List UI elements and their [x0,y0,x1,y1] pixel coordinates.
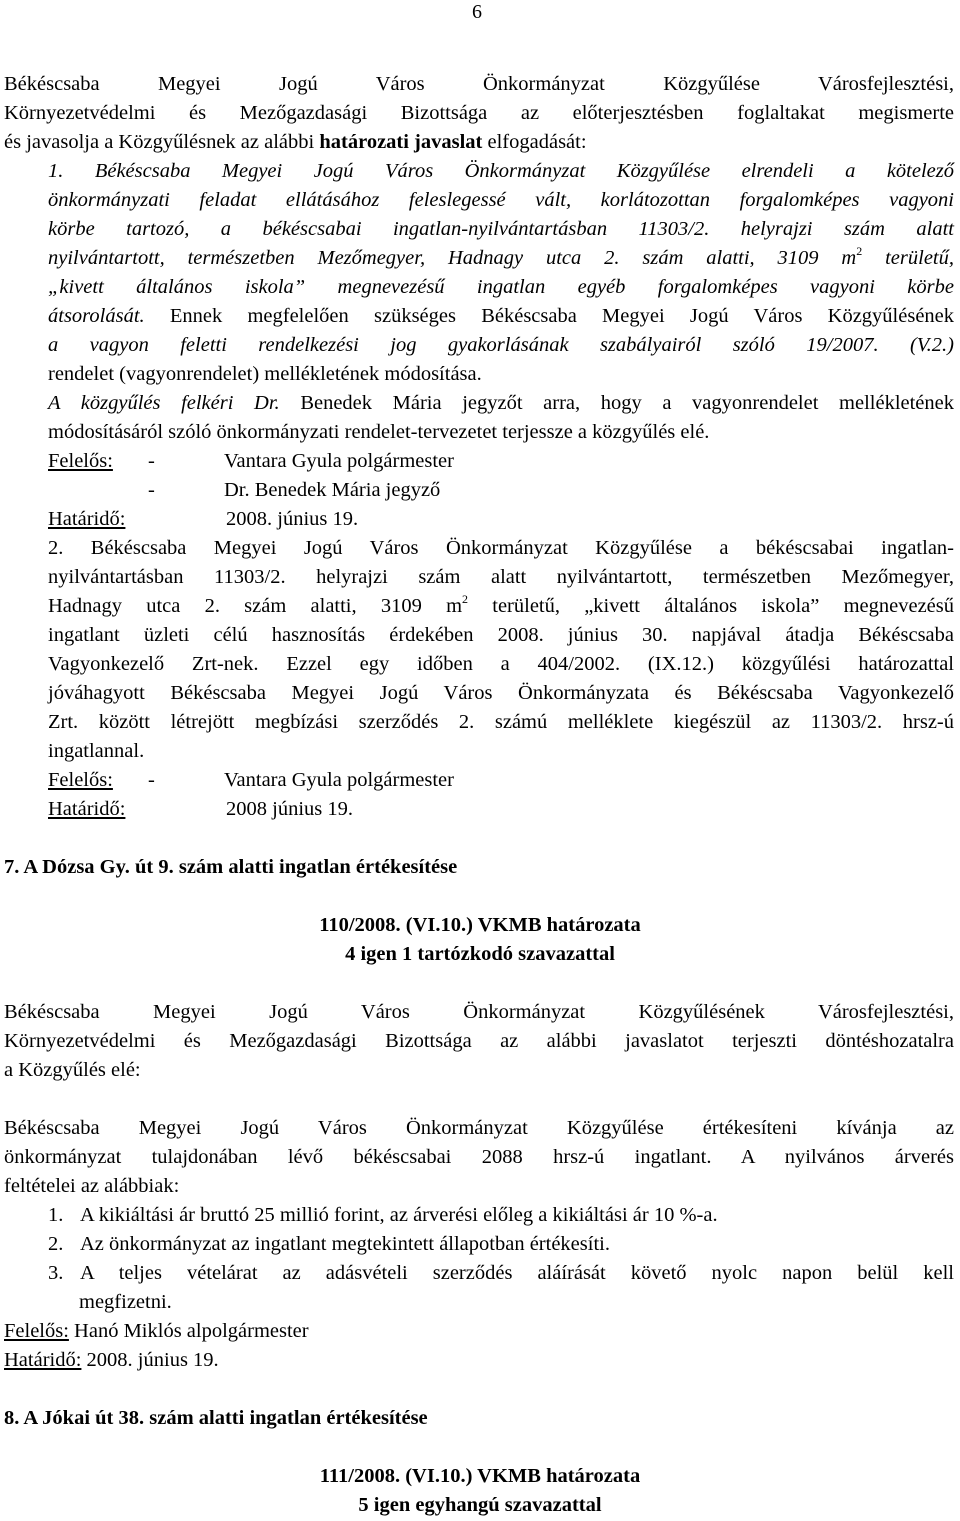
responsible-label: Felelős: [48,769,113,791]
section7-para1-line-1: Békéscsaba Megyei Jogú Város Önkormányzat Közgyűlésének Városfejlesztési, [4,1001,954,1023]
intro-line-3 [4,132,954,153]
item1-line-6-a: átsorolását. [48,305,145,327]
item1-line-9-b: Benedek Mária jegyzőt arra, hogy a vagyonrendelet mellékletének [300,392,955,414]
item1-line-8: rendelet (vagyonrendelet) mellékletének módosítása. [48,363,482,385]
section8-title-b: szám alatti ingatlan értékesítése [149,1407,428,1429]
responsible-name-2: Dr. Benedek Mária jegyző [224,479,441,501]
condition-number: 2. [48,1233,64,1255]
section7-para2-line-1: Békéscsaba Megyei Jogú Város Önkormányzat Közgyűlése értékesíteni kívánja az [4,1117,954,1139]
deadline-label: Határidő: [4,1349,82,1371]
item2-line-1: 2. Békéscsaba Megyei Jogú Város Önkormányzat Közgyűlése a békéscsabai ingatlan- [48,537,954,559]
section7-para2-line-2: önkormányzat tulajdonában lévő békéscsabai 2088 hrsz-ú ingatlant. A nyilvános árverés [4,1146,954,1168]
section8-title-a: 8. A Jókai út 38. [4,1407,145,1429]
condition-3 [48,1263,954,1284]
section7-resolution: 110/2008. (VI.10.) VKMB határozata [319,914,641,936]
section7-para1-line-3: a Közgyűlés elé: [4,1059,141,1081]
section7-vote: 4 igen 1 tartózkodó szavazattal [345,943,615,965]
item2-responsible [48,770,954,791]
item1-line-9-a: A közgyűlés felkéri Dr. [48,392,280,414]
responsible-label: Felelős: [48,450,113,472]
deadline-date: 2008. június 19. [86,1349,219,1371]
dash: - [148,769,155,791]
dash: - [148,450,155,472]
item2-line-8: ingatlannal. [48,740,145,762]
item1-line-6-b: Ennek megfelelően szükséges Békéscsaba Megyei Jogú Város Közgyűlésének [169,305,955,327]
section8-vote: 5 igen egyhangú szavazattal [358,1494,602,1516]
responsible-name: Vantara Gyula polgármester [224,450,454,472]
condition-text: Az önkormányzat az ingatlant megtekintett állapotban értékesíti. [80,1233,610,1255]
item2-line-3-end: területű, „kivett általános iskola” megnevezésű [492,595,954,617]
deadline-date: 2008 június 19. [226,798,353,820]
item1-line-7: a vagyon feletti rendelkezési jog gyakorlásának szabályairól szóló 19/2007. (V.2.) [48,334,954,356]
deadline-label: Határidő: [48,508,126,530]
section7-title [4,857,954,878]
deadline-label: Határidő: [48,798,126,820]
item1-line-4-end: területű, [885,247,954,269]
intro-line-2: Környezetvédelmi és Mezőgazdasági Bizottsága az előterjesztésben foglaltakat megismerte [4,102,954,124]
item1-deadline [48,509,954,530]
item2-deadline [48,799,954,820]
responsible-name: Hanó Miklós alpolgármester [74,1320,309,1342]
item1-responsible [48,451,954,472]
item2-line-7: Zrt. között létrejött megbízási szerződés 2. számú melléklete kiegészül az 11303/2. hrsz-ú [48,711,954,733]
condition-text: A kikiáltási ár bruttó 25 millió forint, az árverési előleg a kikiáltási ár 10 %-a. [80,1204,718,1226]
item1-line-5: „kivett általános iskola” megnevezésű ingatlan egyéb forgalomképes vagyoni körbe [48,276,954,298]
item1-line-10: módosításáról szóló önkormányzati rendelet-tervezetet terjessze a közgyűlés elé. [48,421,710,443]
intro-end: elfogadását: [487,131,587,153]
section7-responsible [4,1321,954,1342]
condition-text: A teljes vételárat az adásvételi szerződés aláírását követő nyolc napon belül kell [80,1262,954,1284]
responsible-name: Vantara Gyula polgármester [224,769,454,791]
section8-title [4,1408,954,1429]
item1-line-3: körbe tartozó, a békéscsabai ingatlan-nyilvántartásban 11303/2. helyrajzi szám alatt [48,218,954,240]
item2-line-3-text: Hadnagy utca 2. szám alatti, 3109 m [48,595,463,617]
item2-line-5: Vagyonkezelő Zrt-nek. Ezzel egy időben a 404/2002. (IX.12.) közgyűlési határozattal [48,653,954,675]
section7-deadline [4,1350,954,1371]
intro-line-1: Békéscsaba Megyei Jogú Város Önkormányzat Közgyűlése Városfejlesztési, [4,73,954,95]
item2-line-4: ingatlant üzleti célú hasznosítás érdekében 2008. június 30. napjával átadja Békéscsaba [48,624,954,646]
item1-line-4-text: nyilvántartott, természetben Mezőmegyer, Hadnagy utca 2. szám alatti, 3109 m [48,247,857,269]
section7-para1-line-2: Környezetvédelmi és Mezőgazdasági Bizottsága az alábbi javaslatot terjeszti döntéshozatalra [4,1030,954,1052]
section7-title-b: szám alatti ingatlan értékesítése [178,856,458,878]
superscript: 2 [462,592,469,606]
deadline-date: 2008. június 19. [226,508,359,530]
section8-resolution: 111/2008. (VI.10.) VKMB határozata [319,1465,641,1487]
item2-line-6: jóváhagyott Békéscsaba Megyei Jogú Város Önkormányzata és Békéscsaba Vagyonkezelő [48,682,954,704]
item1-line-4 [48,244,954,269]
item2-line-3 [48,592,954,617]
condition-3-cont: megfizetni. [79,1291,172,1313]
item1-line-9 [48,393,954,414]
item1-line-6 [48,306,954,327]
section7-title-a: 7. A Dózsa Gy. út 9. [4,856,174,878]
section7-para2-line-3: feltételei az alábbiak: [4,1175,180,1197]
condition-number: 3. [48,1262,64,1284]
condition-2 [48,1234,954,1255]
item1-line-1: 1. Békéscsaba Megyei Jogú Város Önkormányzat Közgyűlése elrendeli a kötelező [48,160,954,182]
page-number: 6 [472,1,482,23]
superscript: 2 [856,244,863,258]
item2-line-2: nyilvántartásban 11303/2. helyrajzi szám alatt nyilvántartott, természetben Mezőmegyer, [48,566,954,588]
item1-responsible-2 [48,480,954,501]
intro-text: és javasolja a Közgyűlésnek az alábbi [4,131,315,153]
responsible-label: Felelős: [4,1320,69,1342]
condition-1 [48,1205,954,1226]
item1-line-2: önkormányzati feladat ellátásához feleslegessé vált, korlátozottan forgalomképes vagyoni [48,189,954,211]
condition-number: 1. [48,1204,64,1226]
intro-bold: határozati javaslat [319,131,483,153]
dash: - [148,479,155,501]
